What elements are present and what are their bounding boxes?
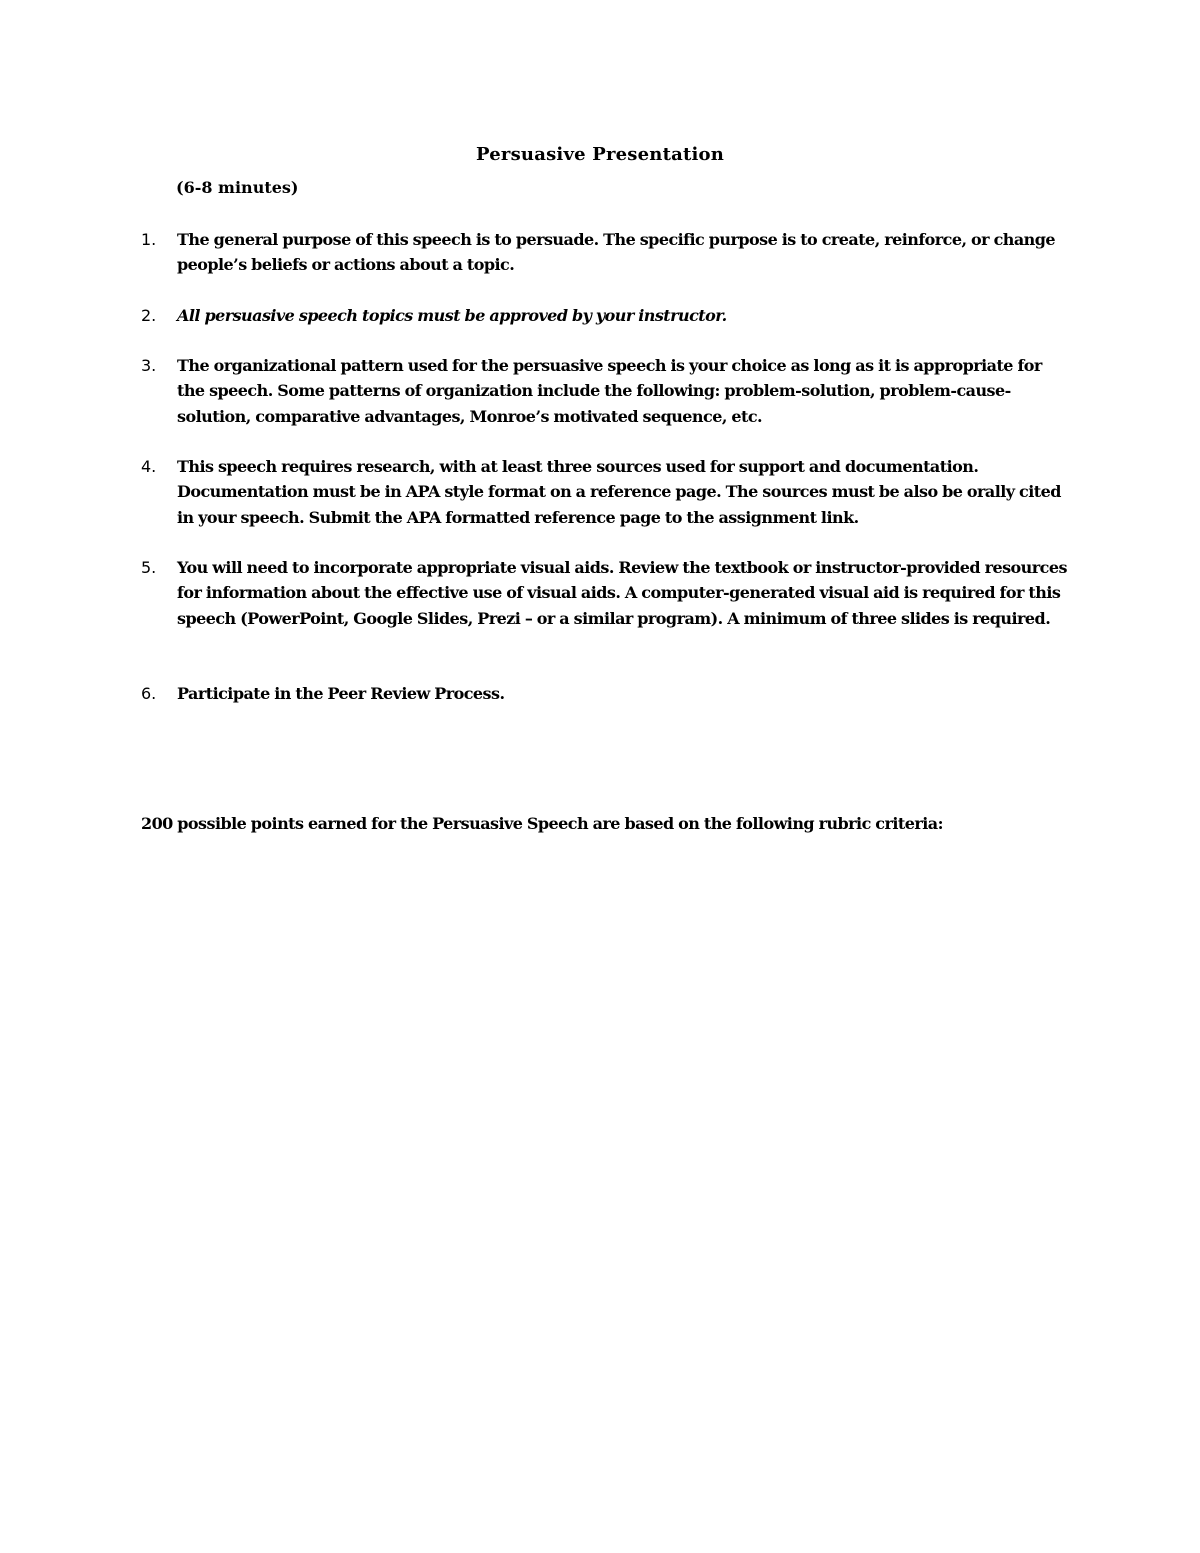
list-item-number: 1. [141,230,157,249]
points-statement: 200 possible points earned for the Persuasive Speech are based on the following rubric criteria: [141,814,943,833]
list-item-text: The general purpose of this speech is to persuade. The specific purpose is to create, reinforce, or change people’s beliefs or actions about a topic. [177,230,1056,275]
list-item-text: All persuasive speech topics must be approved by your instructor. [177,306,727,325]
document-title: Persuasive Presentation [476,144,724,165]
list-item-text: Participate in the Peer Review Process. [177,684,505,703]
list-item-number: 4. [141,457,157,476]
list-item-number: 3. [141,356,157,375]
list-item-number: 5. [141,558,157,577]
list-item-text: The organizational pattern used for the persuasive speech is your choice as long as it is appropriate for the speech. Some patterns of organization include the following: problem-solution, problem-cause-solution, comparative advantages, Monroe’s motivated sequence, etc. [177,356,1042,426]
duration-note: (6-8 minutes) [176,178,299,197]
list-item-number: 2. [141,306,157,325]
list-item-text: This speech requires research, with at least three sources used for support and documentation. Documentation must be in APA style format on a reference page. The sources must be also be orally cited in your speech. Submit the APA formatted reference page to the assignment link. [177,457,1061,527]
list-item-number: 6. [141,684,157,703]
list-item-text: You will need to incorporate appropriate visual aids. Review the textbook or instructor-provided resources for information about the effective use of visual aids. A computer-generated visual aid is required for this speech (PowerPoint, Google Slides, Prezi – or a similar program). A minimum of three slides is required. [177,558,1067,628]
